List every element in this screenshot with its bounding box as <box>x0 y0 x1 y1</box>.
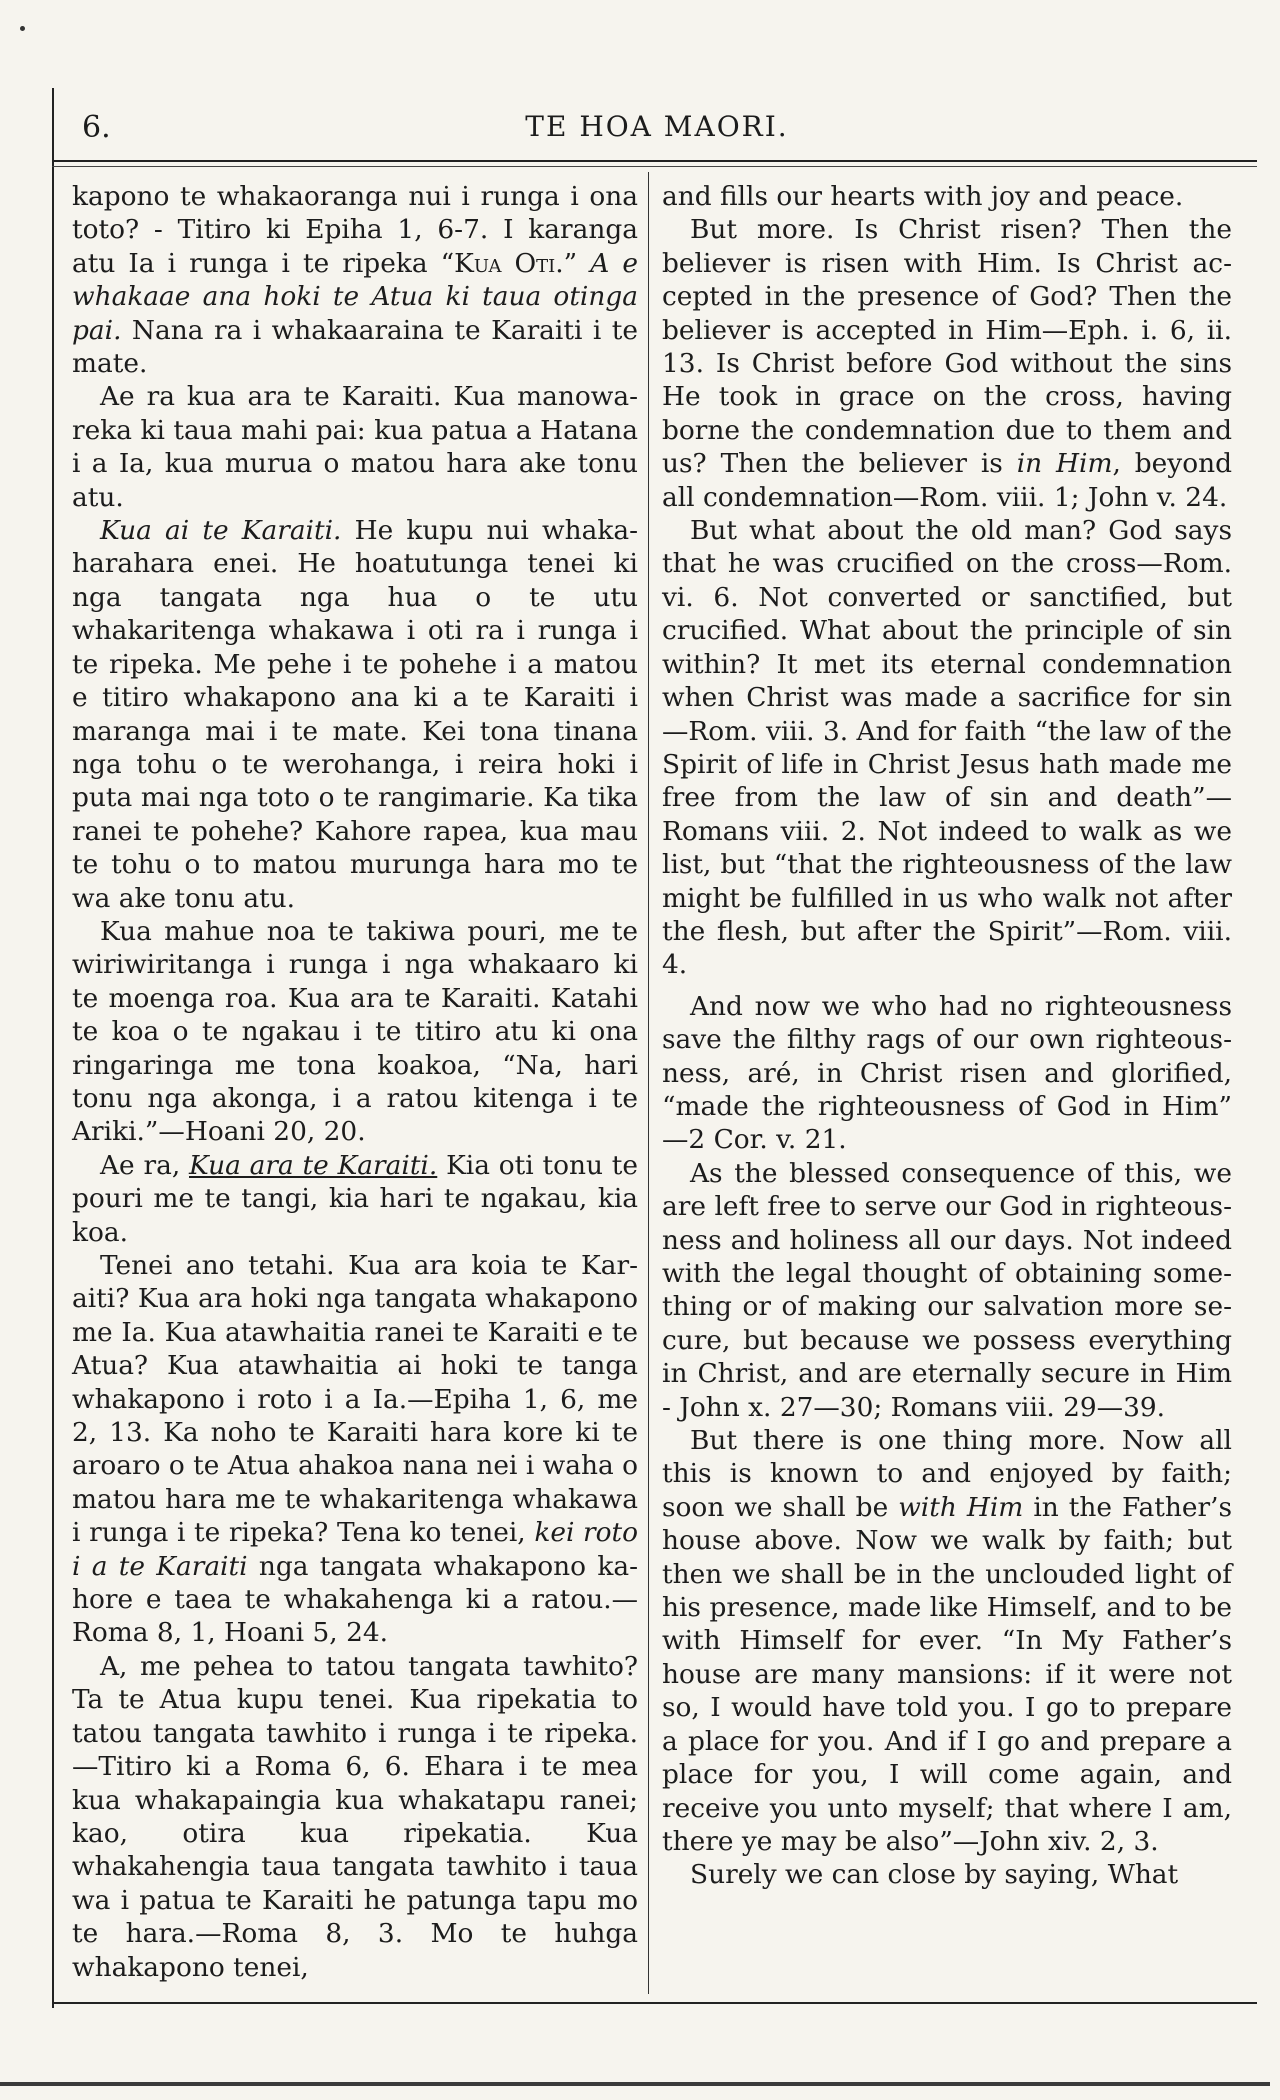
text-run: Kua Oti <box>454 247 556 279</box>
text-run: Nana ra i whakaaraina te Karaiti i te mate. <box>72 314 638 380</box>
footer-rule <box>52 2002 1257 2004</box>
text-run: nga tangata whakapono kahore e taea te whakahenga ki a ratou.—Roma 8, 1, Hoani 5, 24. <box>72 1550 639 1649</box>
column-divider <box>648 172 649 1994</box>
ink-dot <box>20 26 25 31</box>
header-rule <box>52 160 1257 162</box>
page-number: 6. <box>82 110 111 145</box>
text-run: with Him <box>898 1491 1024 1523</box>
paragraph: Ae ra kua ara te Karaiti. Kua manowareka ki taua mahi pai: kua patua a Hatana i a Ia, kua murua o matou hara ake tonu atu. <box>72 381 638 513</box>
paragraph <box>662 213 1232 514</box>
page-edge-line <box>0 2082 1270 2086</box>
paragraph: But what about the old man? God says that he was crucified on the cross—Rom. vi. 6. Not converted or sanctified, but crucified. What about the principle of sin within? It met its eternal condemnation when Christ was made a sacrifice for sin—Rom. viii. 3. And for faith “the law of the Spirit of life in Christ Jesus hath made me free from the law of sin and death”—Romans viii. 2. Not indeed to walk as we list, but “that the righteousness of the law might be fulfilled in us who walk not after the flesh, but after the Spirit”—Rom. viii. 4. <box>662 515 1232 981</box>
paragraph: Surely we can close by saying, What <box>690 1859 1179 1891</box>
text-run: Ae ra, <box>100 1149 190 1181</box>
paragraph <box>72 1149 638 1249</box>
text-run: kei roto i a te Karaiti <box>72 1517 639 1582</box>
text-run: Tenei ano tetahi. Kua ara koia te Karaiti? Kua ara hoki nga tangata whakapono me Ia. Kua atawhaitia ranei te Karaiti e te Atua? Kua atawhaitia ai hoki te tanga whakapono i roto i a Ia.—Epiha 1, 6, me 2, 13. Ka noho te Karaiti hara kore ki te aroaro o te Atua ahakoa nana nei i waha o matou hara me te whakaritenga whakawa i runga i te ripeka? Tena ko tenei, <box>72 1250 638 1549</box>
paragraph: As the blessed consequence of this, we are left free to serve our God in righteousness and holiness all our days. Not indeed with the legal thought of obtaining something or of making our salvation more secure, but because we possess everything in Christ, and are eternally secure in Him - John x. 27—30; Romans viii. 29—39. <box>662 1157 1232 1423</box>
text-run: .” <box>555 247 591 279</box>
paragraph <box>72 1249 638 1650</box>
text-run: kapono te whakaoranga nui i runga i ona toto? - Titiro ki Epiha 1, 6-7. I karanga atu Ia i runga i te ripeka “ <box>72 181 638 279</box>
paragraph <box>72 180 638 380</box>
paragraph: Kua mahue noa te takiwa pouri, me te wiriwiritanga i runga i nga whakaaro ki te moenga roa. Kua ara te Karaiti. Katahi te koa o te ngakau i te titiro atu ki ona ringaringa me tona koakoa, “Na, hari tonu nga akonga, i a ratou kitenga i te Ariki.”—Hoani 20, 20. <box>72 915 638 1148</box>
running-title: TE HOA MAORI. <box>525 110 789 143</box>
text-run: Kua ai te Karaiti. <box>100 515 342 547</box>
paragraph: A, me pehea to tatou tangata tawhito? Ta te Atua kupu tenei. Kua ripekatia to tatou tangata tawhito i runga i te ripeka.—Titiro ki a Roma 6, 6. Ehara i te mea kua whakapaingia kua whakatapu ranei; kao, otira kua ripekatia. Kua whakahengia taua tangata tawhito i taua wa i patua te Karaiti he patunga tapu mo te hara.—Roma 8, 3. Mo te huhga whakapono tenei, <box>72 1650 638 1983</box>
left-column <box>72 180 638 1984</box>
page-header <box>52 104 1262 154</box>
right-column <box>662 180 1232 1892</box>
paragraph: and fills our hearts with joy and peace. <box>662 181 1184 212</box>
text-run: He kupu nui whakaharahara enei. He hoatutunga tenei ki nga tangata nga hua o te utu whakaritenga whakawa i oti ra i runga i te ripeka. Me pehe i te pohehe i a matou e titiro whakapono ana ki a te Karaiti i maranga mai i te mate. Kei tona tinana nga tohu o te werohanga, i reira hoki i puta mai nga toto o te rangimarie. Ka tika ranei te pohehe? Kahore rapea, kua mau te tohu o to matou murunga hara mo te wa ake tonu atu. <box>72 515 639 914</box>
text-run: But more. Is Christ risen? Then the believer is risen with Him. Is Christ accepted in the presence of God? Then the believer is accepted in Him—Eph. i. 6, ii. 13. Is Christ before God without the sins He took in grace on the cross, having borne the condemnation due to them and us? Then the believer is <box>662 214 1232 480</box>
paragraph: And now we who had no righteousness save the filthy rags of our own righteousness, aré, in Christ risen and glorified, “made the righteousness of God in Him” —2 Cor. v. 21. <box>662 990 1232 1156</box>
text-run: A e whakaae ana hoki te Atua ki taua otinga pai. <box>72 247 638 346</box>
text-run: Kia oti tonu te pouri me te tangi, kia hari te ngakau, kia koa. <box>72 1149 638 1248</box>
text-run: But there is one thing more. Now all this is known to and enjoyed by faith; soon we shall be <box>662 1425 1232 1523</box>
text-run: in the Father’s house above. Now we walk by faith; but then we shall be in the unclouded light of his presence, made like Himself, and to be with Himself for ever. “In My Father’s house are many mansions: if it were not so, I would have told you. I go to prepare a place for you. And if I go and prepare a place for you, I will come again, and receive you unto myself; that where I am, there ye may be also”—John xiv. 2, 3. <box>662 1491 1233 1857</box>
paragraph <box>662 1424 1232 1858</box>
paragraph <box>72 514 638 915</box>
header-rule-thin <box>52 166 1257 167</box>
text-run: in Him <box>1016 448 1113 480</box>
text-run: Kua ara te Karaiti. <box>189 1149 438 1181</box>
text-run: , beyond all condemnation—Rom. viii. 1; John v. 24. <box>662 448 1232 513</box>
